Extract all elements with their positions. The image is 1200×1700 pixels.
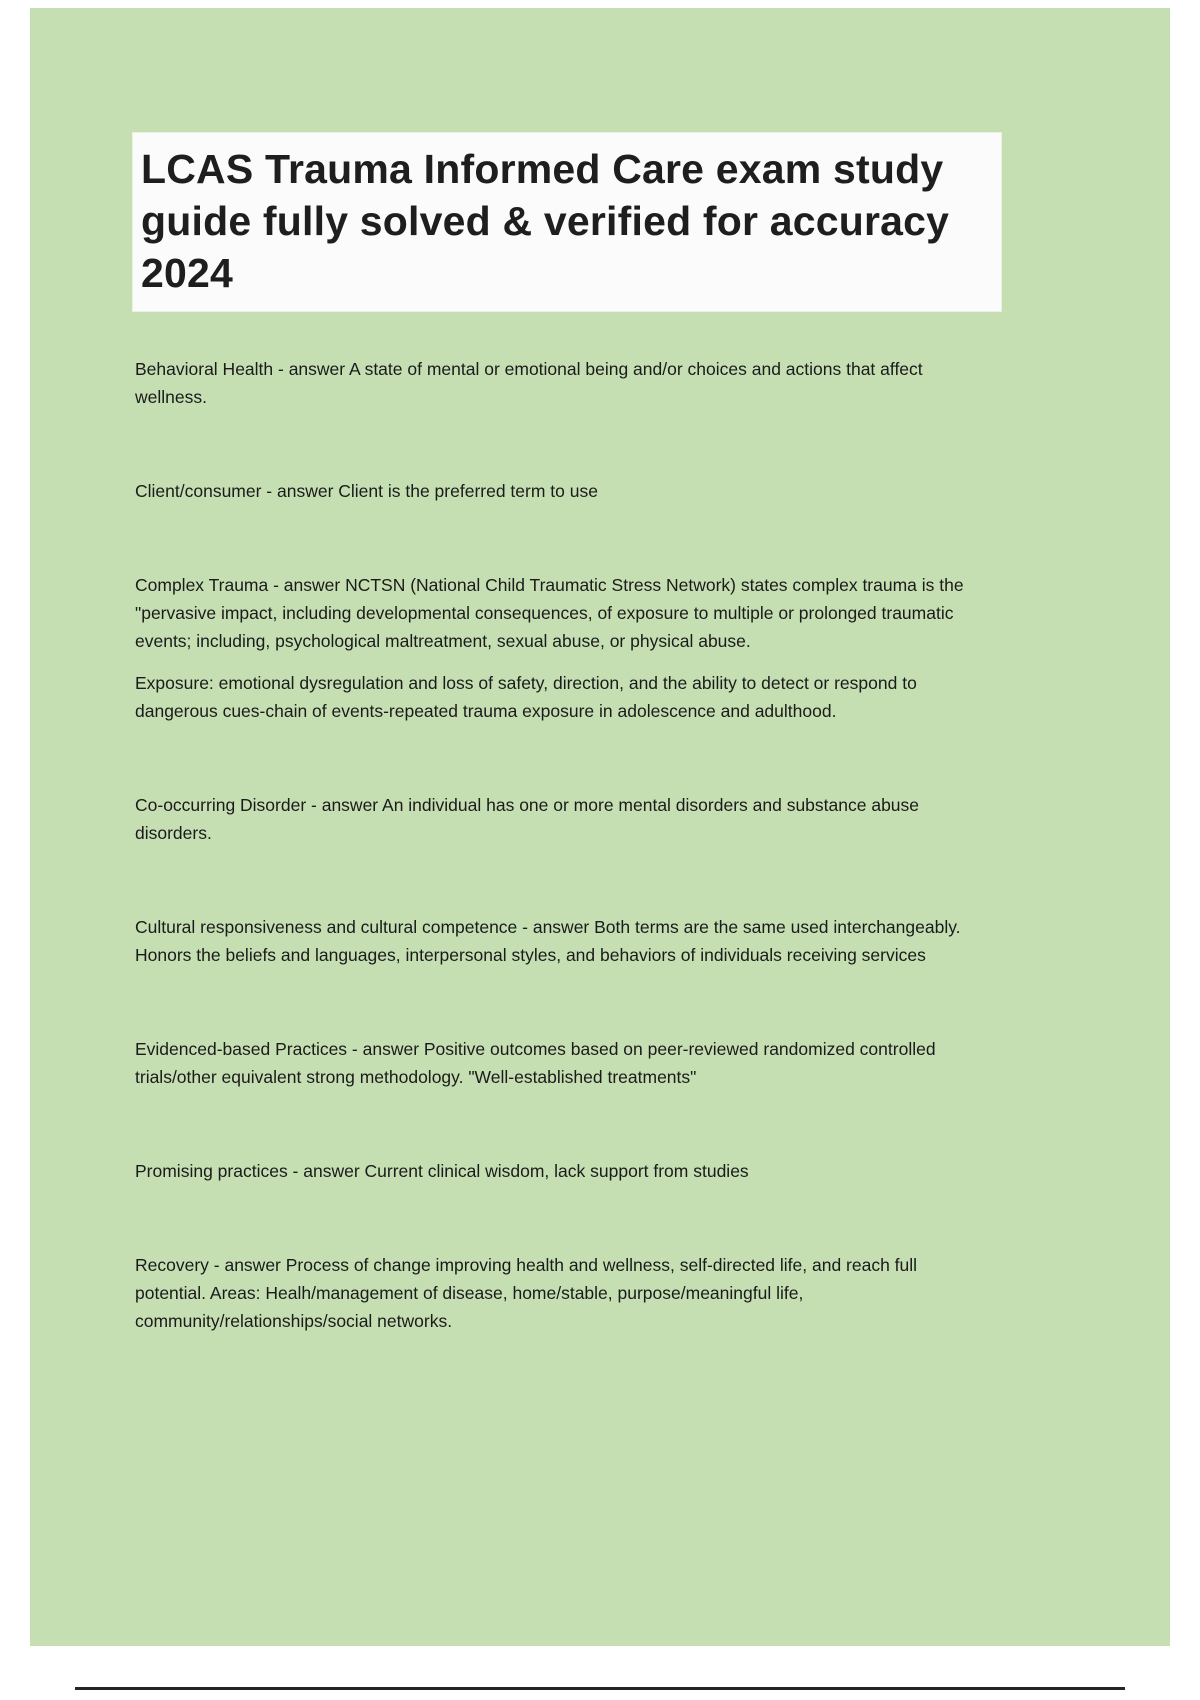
page-bottom-divider	[75, 1687, 1125, 1690]
entry-paragraph: Co-occurring Disorder - answer An individual has one or more mental disorders and substance abuse disorders.	[135, 795, 920, 844]
document-page	[30, 8, 1170, 1646]
entry-paragraph: Exposure: emotional dysregulation and loss of safety, direction, and the ability to detect or respond to dangerous cues-chain of events-repeated trauma exposure in adolescence and adulthood.	[135, 673, 917, 722]
entry-paragraph: Cultural responsiveness and cultural competence - answer Both terms are the same used interchangeably. Honors the beliefs and languages, interpersonal styles, and behaviors of individuals receiving services	[135, 917, 961, 966]
study-entry	[135, 571, 1015, 725]
entry-paragraph: Complex Trauma - answer NCTSN (National Child Traumatic Stress Network) states complex trauma is the "pervasive impact, including developmental consequences, of exposure to multiple or prolonged traumatic events; including, psychological maltreatment, sexual abuse, or physical abuse.	[135, 575, 964, 652]
study-entry	[135, 1251, 1015, 1335]
study-entry	[135, 1035, 1015, 1091]
title-highlight-block	[133, 133, 1001, 311]
study-entry	[135, 1157, 1015, 1185]
entry-paragraph: Promising practices - answer Current clinical wisdom, lack support from studies	[135, 1161, 749, 1182]
entry-paragraph: Client/consumer - answer Client is the preferred term to use	[135, 481, 598, 502]
study-entry	[135, 477, 1015, 505]
study-guide-entries	[135, 355, 1015, 1335]
study-entry	[135, 355, 1015, 411]
entry-paragraph: Recovery - answer Process of change improving health and wellness, self-directed life, and reach full potential. Areas: Healh/management of disease, home/stable, purpose/meaningful life, community/relationships/social networks.	[135, 1255, 918, 1332]
content-column	[135, 133, 1015, 1335]
page-title: LCAS Trauma Informed Care exam study guide fully solved & verified for accuracy 2024	[141, 146, 950, 297]
entry-paragraph: Behavioral Health - answer A state of mental or emotional being and/or choices and actions that affect wellness.	[135, 359, 923, 408]
study-entry	[135, 791, 1015, 847]
entry-paragraph: Evidenced-based Practices - answer Positive outcomes based on peer-reviewed randomized controlled trials/other equivalent strong methodology. "Well-established treatments"	[135, 1039, 936, 1088]
study-entry	[135, 913, 1015, 969]
